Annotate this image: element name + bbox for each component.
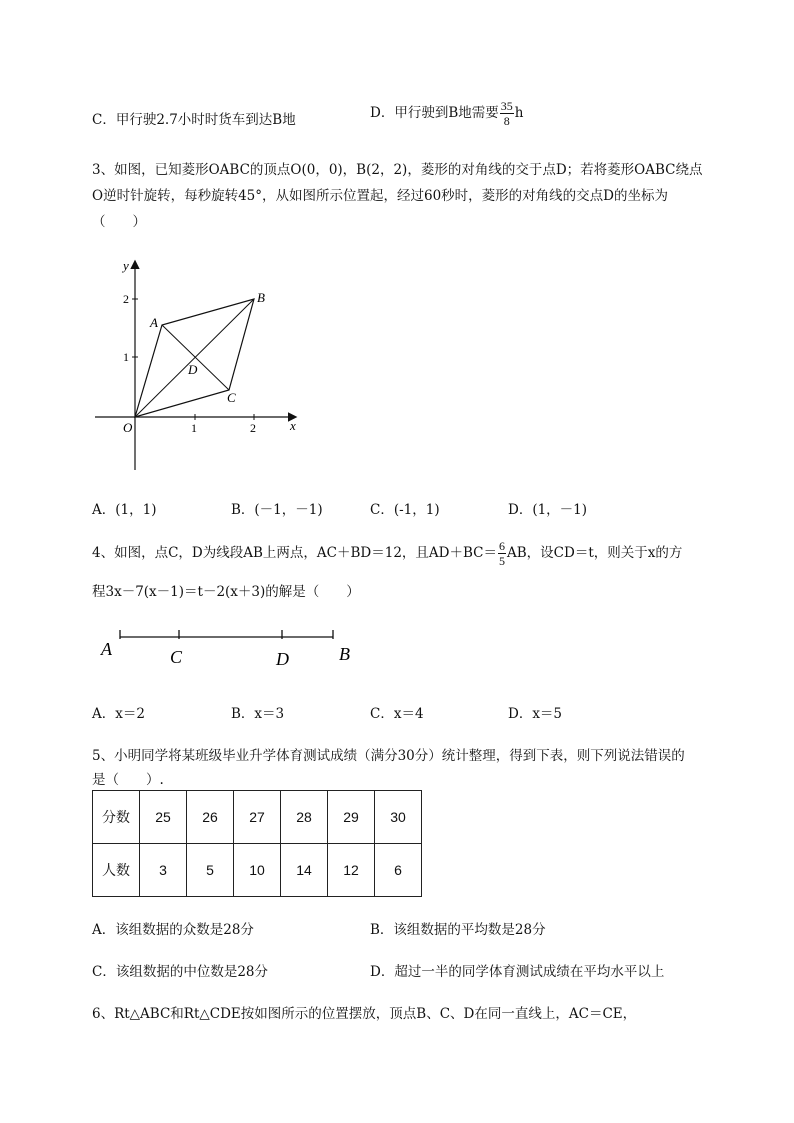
q4-segment-figure [95, 625, 365, 675]
axis-y-label: y [123, 258, 129, 273]
table-cell: 27 [234, 791, 281, 844]
q4-stem-line1 [92, 540, 682, 567]
table-cell: 3 [140, 844, 187, 897]
q5-option-b: B．该组数据的平均数是28分 [370, 922, 546, 938]
table-cell: 5 [187, 844, 234, 897]
q6-stem-line1: 6、Rt△ABC和Rt△CDE按如图所示的位置摆放，顶点B、C、D在同一直线上，AC＝CE， [92, 1006, 637, 1022]
q3-stem-line2: O逆时针旋转，每秒旋转45°，从如图所示位置起，经过60秒时，菱形的对角线的交点D的坐标为 [92, 188, 668, 204]
table-cell: 25 [140, 791, 187, 844]
q3-option-a: A．(1，1) [92, 502, 157, 518]
table-cell: 28 [281, 791, 328, 844]
tick-label-y1: 1 [123, 350, 129, 364]
q4-option-b: B．x＝3 [231, 706, 285, 722]
q4-option-a: A．x＝2 [92, 706, 145, 722]
q2-option-c: C．甲行驶2.7小时时货车到达B地 [92, 112, 296, 128]
q5-option-a: A．该组数据的众数是28分 [92, 922, 254, 938]
point-d-label: D [188, 362, 198, 377]
q5-option-c: C．该组数据的中位数是28分 [92, 964, 269, 980]
q3-option-d: D．(1，－1) [508, 502, 588, 518]
q2-option-d [370, 100, 523, 127]
q5-stem-line2: 是（ ）. [92, 772, 164, 788]
score-table [92, 790, 422, 897]
q3-rhombus-figure [90, 250, 320, 480]
axis-x-label: x [290, 418, 296, 433]
tick-label-y2: 2 [123, 292, 129, 306]
table-cell: 30 [375, 791, 422, 844]
vertex-c-label: C [227, 390, 236, 405]
q5-stem-line1: 5、小明同学将某班级毕业升学体育测试成绩（满分30分）统计整理，得到下表，则下列说法错误的 [92, 748, 685, 764]
table-row [93, 844, 422, 897]
table-cell: 分数 [93, 791, 140, 844]
q5-option-d: D．超过一半的同学体育测试成绩在平均水平以上 [370, 964, 665, 980]
q3-option-b: B．(－1，－1) [231, 502, 323, 518]
q4-option-d: D．x＝5 [508, 706, 563, 722]
table-row [93, 791, 422, 844]
q4-stem-line1-part2: AB，设CD＝t，则关于x的方 [507, 545, 683, 561]
point-b-label: B [339, 644, 350, 664]
point-d-label: D [276, 649, 289, 669]
tick-label-x1: 1 [191, 421, 197, 435]
q2-option-d-unit: h [514, 105, 524, 121]
q3-stem-line1: 3、如图，已知菱形OABC的顶点O(0，0)，B(2，2)，菱形的对角线的交于点D；若将菱形OABC绕点 [92, 162, 703, 178]
table-cell: 12 [328, 844, 375, 897]
q4-fraction: $\frac{6}{5}$ [499, 539, 505, 568]
q4-stem-line1-part1: 4、如图，点C，D为线段AB上两点，AC＋BD＝12，且AD＋BC＝ [92, 545, 497, 561]
point-c-label: C [170, 647, 183, 667]
q2-option-d-prefix: D．甲行驶到B地需要 [370, 105, 499, 121]
vertex-b-label: B [257, 290, 265, 305]
table-cell: 人数 [93, 844, 140, 897]
tick-label-x2: 2 [250, 421, 256, 435]
table-cell: 14 [281, 844, 328, 897]
table-cell: 26 [187, 791, 234, 844]
origin-label: O [123, 420, 133, 435]
q4-option-c: C．x＝4 [370, 706, 424, 722]
q2-option-d-fraction: $\frac{35}{8}$ [500, 99, 513, 128]
q4-stem-line2: 程3x－7(x－1)＝t－2(x＋3)的解是（ ） [92, 584, 360, 600]
table-cell: 6 [375, 844, 422, 897]
q3-stem-line3: （ ） [92, 214, 146, 230]
q3-option-c: C．(-1，1) [370, 502, 440, 518]
table-cell: 29 [328, 791, 375, 844]
vertex-a-label: A [150, 315, 158, 330]
table-cell: 10 [234, 844, 281, 897]
point-a-label: A [101, 639, 112, 659]
